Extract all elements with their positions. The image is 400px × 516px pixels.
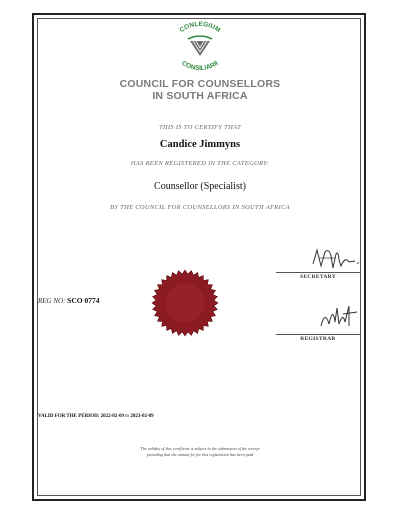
validity-period bbox=[38, 414, 154, 419]
org-name-line2: IN SOUTH AFRICA bbox=[152, 90, 248, 102]
logo-text-top: CONLEGIUM bbox=[178, 20, 222, 35]
secretary-signature bbox=[305, 244, 365, 272]
registration-category: Counsellor (Specialist) bbox=[154, 181, 246, 192]
secretary-signature-line bbox=[276, 272, 360, 273]
org-name-line1: COUNCIL FOR COUNSELLORS bbox=[119, 78, 281, 90]
reg-no-label: REG NO: bbox=[38, 297, 66, 305]
registrar-signature bbox=[315, 302, 361, 332]
logo-emblem bbox=[188, 36, 212, 56]
validity-from: 2022-02-09 bbox=[100, 414, 124, 419]
recipient-name: Candice Jimmyns bbox=[159, 139, 241, 150]
wax-seal bbox=[150, 268, 220, 338]
certify-statement: THIS IS TO CERTIFY THAT bbox=[158, 124, 242, 131]
reg-no-value: SCO 0774 bbox=[67, 296, 100, 305]
footnote-line2: providing that the annual fee for this registration has been paid bbox=[146, 452, 254, 457]
registered-statement: HAS BEEN REGISTERED IN THE CATEGORY: bbox=[130, 160, 270, 167]
validity-label: VALID FOR THE PERIOD: bbox=[38, 414, 100, 419]
council-logo bbox=[164, 20, 236, 72]
registrar-label: REGISTRAR bbox=[300, 336, 336, 342]
validity-connector: to bbox=[125, 414, 130, 419]
secretary-label: SECRETARY bbox=[299, 274, 337, 280]
registrar-signature-line bbox=[276, 334, 360, 335]
issuer-statement: BY THE COUNCIL FOR COUNSELLORS IN SOUTH AFRICA bbox=[110, 204, 290, 211]
logo-text-bottom: CONSILIARII bbox=[180, 59, 220, 72]
footnote-line1: The validity of this certificate is subject to the submission of the receipt bbox=[140, 446, 260, 451]
validity-to: 2023-02-09 bbox=[130, 414, 154, 419]
registration-number bbox=[38, 296, 99, 305]
